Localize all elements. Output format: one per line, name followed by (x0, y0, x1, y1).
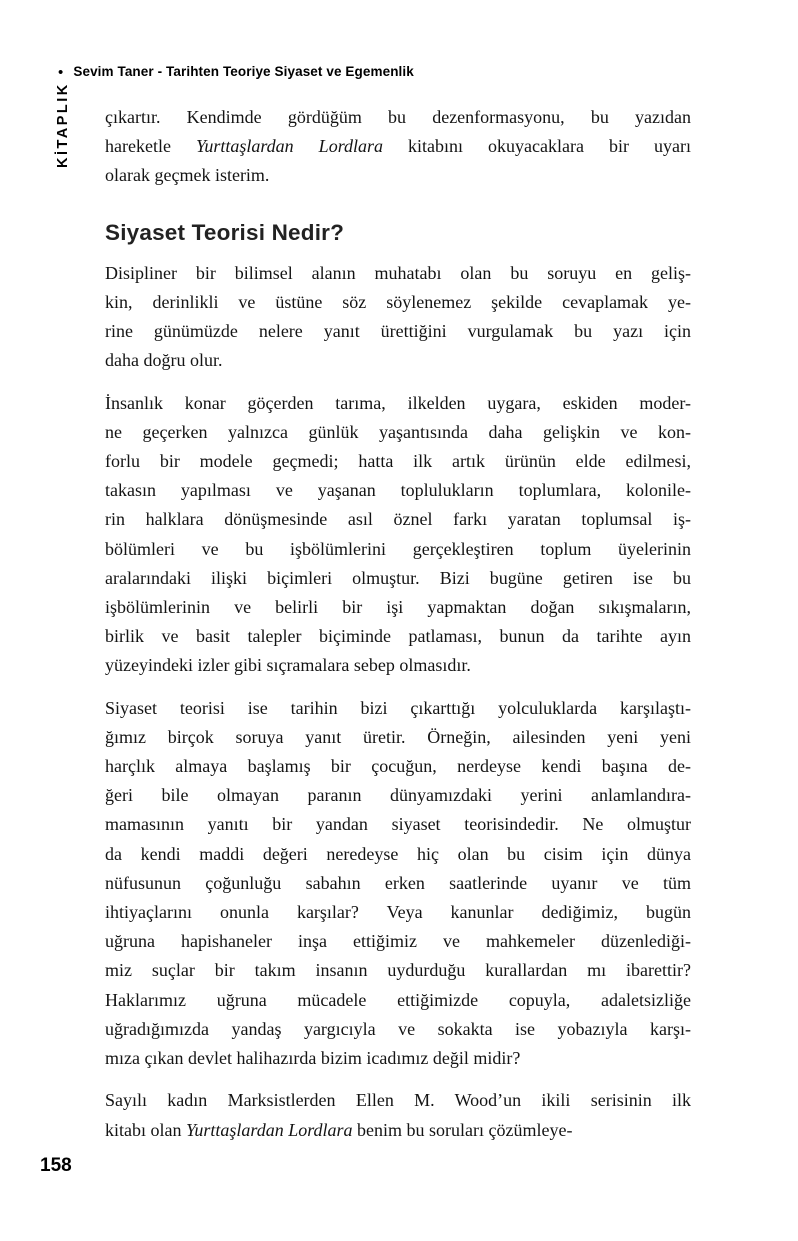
text-line: da kendi maddi değeri neredeyse hiç olan bu cisim için dünya (105, 843, 691, 864)
text-line: nüfusunun çoğunluğu sabahın erken saatlerinde uyanır ve tüm (105, 872, 691, 893)
text-line (105, 132, 691, 161)
text-line: mamasının yanıtı bir yandan siyaset teorisindedir. Ne olmuştur (105, 814, 691, 835)
text-line: olarak geçmek isterim. (105, 165, 270, 186)
text-line: harçlık almaya başlamış bir çocuğun, nerdeyse kendi başına de- (105, 756, 691, 777)
text-line: aralarındaki ilişki biçimleri olmuştur. Bizi bugüne getiren ise bu (105, 567, 691, 588)
italic-book-title: Yurttaşlardan Lordlara (185, 1119, 353, 1140)
header-book-title: Tarihten Teoriye Siyaset ve Egemenlik (166, 64, 414, 79)
text-line: uğradığımızda yandaş yargıcıyla ve sokakta ise yobazıyla karşı- (105, 1018, 691, 1039)
text-segment: benim bu soruları çözümleye- (352, 1119, 573, 1140)
text-line: işbölümlerinin ve belirli bir işi yapmaktan doğan sıkışmaların, (105, 597, 691, 618)
text-line: kin, derinlikli ve üstüne söz söylenemez şekilde cevaplamak ye- (105, 292, 691, 313)
page-number: 158 (40, 1155, 72, 1176)
paragraph-1 (105, 259, 691, 376)
text-segment: kitabını okuyacaklara bir uyarı (383, 136, 692, 157)
paragraph-3 (105, 694, 691, 1074)
text-line: uğruna hapishaneler inşa ettiğimiz ve mahkemeler düzenlediği- (105, 931, 691, 952)
paragraph-intro (105, 103, 691, 191)
text-line: birlik ve basit talepler biçiminde patlaması, bunun da tarihte ayın (105, 626, 691, 647)
header-bullet-icon: • (58, 64, 64, 81)
text-line: takasın yapılması ve yaşanan toplulukların toplumlara, kolonile- (105, 480, 691, 501)
text-line (105, 1116, 691, 1145)
text-line: rine günümüzde nelere yanıt ürettiğini vurgulamak bu yazı için (105, 321, 691, 342)
text-line: ne geçerken yalnızca günlük yaşantısında daha gelişkin ve kon- (105, 421, 691, 442)
text-line: Sayılı kadın Marksistlerden Ellen M. Wood’un ikili serisinin ilk (105, 1090, 691, 1111)
paragraph-2 (105, 389, 691, 681)
text-line: Siyaset teorisi ise tarihin bizi çıkarttığı yolculuklarda karşılaştı- (105, 697, 691, 718)
text-line: mıza çıkan devlet halihazırda bizim icadımız değil midir? (105, 1048, 521, 1069)
text-line: İnsanlık konar göçerden tarıma, ilkelden uygara, eskiden moder- (105, 392, 691, 413)
section-label-vertical: KİTAPLIK (55, 82, 71, 168)
text-line: Disipliner bir bilimsel alanın muhatabı olan bu soruyu en geliş- (105, 262, 691, 283)
text-line: forlu bir modele geçmedi; hatta ilk artık ürünün elde edilmesi, (105, 451, 691, 472)
text-line: rin halklara dönüşmesinde asıl öznel farkı yaratan toplumsal iş- (105, 509, 691, 530)
text-segment: hareketle (105, 136, 196, 157)
text-segment: kitabı olan (105, 1119, 186, 1140)
text-line: ğımız birçok soruya yanıt üretir. Örneğin, ailesinden yeni yeni (105, 726, 691, 747)
text-line: miz suçlar bir takım insanın uydurduğu kurallardan mı ibarettir? (105, 960, 691, 981)
paragraph-4 (105, 1086, 691, 1144)
text-line: Haklarımız uğruna mücadele ettiğimizde copuyla, adaletsizliğe (105, 989, 691, 1010)
page-header (58, 64, 414, 81)
header-author: Sevim Taner - (73, 64, 167, 79)
text-line: bölümleri ve bu işbölümlerini gerçekleştiren toplum üyelerinin (105, 538, 691, 559)
section-heading: Siyaset Teorisi Nedir? (105, 219, 345, 245)
text-line: daha doğru olur. (105, 350, 223, 371)
text-line: çıkartır. Kendimde gördüğüm bu dezenformasyonu, bu yazıdan (105, 107, 691, 127)
italic-book-title: Yurttaşlardan Lordlara (195, 136, 384, 157)
text-line: ihtiyaçlarını onunla karşılar? Veya kanunlar dediğimiz, bugün (105, 902, 691, 923)
article-body (105, 103, 691, 1158)
text-line: ğeri bile olmayan paranın dünyamızdaki yerini anlamlandıra- (105, 785, 691, 806)
text-line: yüzeyindeki izler gibi sıçramalara sebep olmasıdır. (105, 655, 471, 676)
